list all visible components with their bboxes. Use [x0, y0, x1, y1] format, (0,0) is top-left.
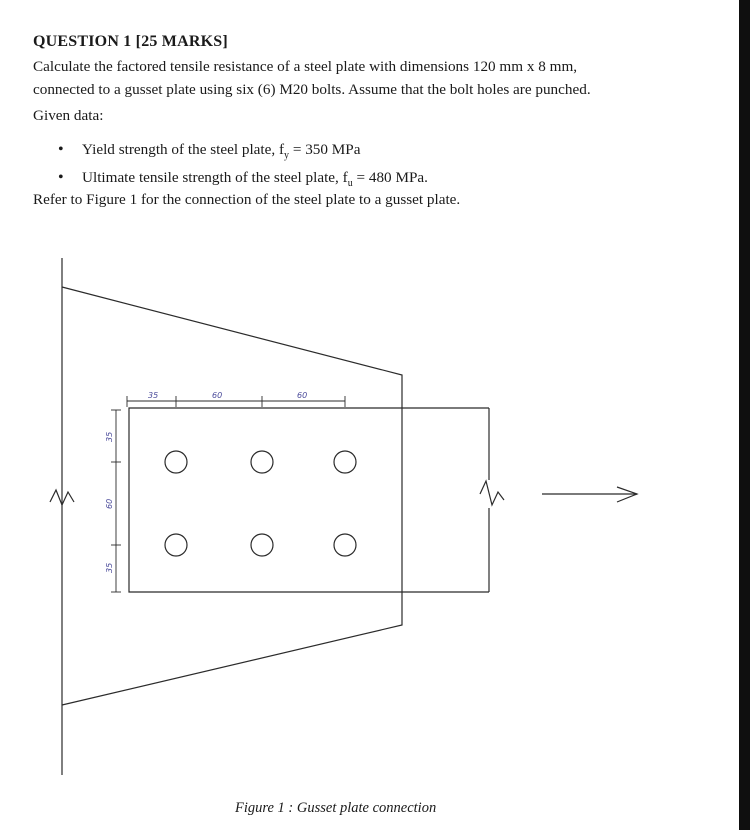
- question-heading: QUESTION 1 [25 MARKS]: [33, 33, 228, 50]
- viewer-edge-bar: [739, 0, 750, 830]
- bolt-hole: [165, 451, 187, 473]
- given-yield-strength: • Yield strength of the steel plate, $f_y = 350$ MPa: [58, 139, 428, 167]
- bolt-hole: [334, 534, 356, 556]
- given-ultimate-strength: • Ultimate tensile strength of the steel plate, $f_u = 480$ MPa.: [58, 167, 428, 195]
- gusset-plate-outline: [62, 287, 402, 705]
- dim-label-h3: 60: [297, 391, 308, 400]
- figure-caption: Figure 1 : Gusset plate connection: [235, 800, 437, 816]
- figure-reference-text: Refer to Figure 1 for the connection of the steel plate to a gusset plate.: [33, 191, 461, 208]
- plate-break-symbol: [480, 481, 504, 505]
- bolt-hole: [251, 534, 273, 556]
- question-body-line-2: connected to a gusset plate using six (6) M20 bolts. Assume that the bolt holes are punched.: [33, 81, 591, 98]
- dim-label-v3: 35: [105, 562, 114, 573]
- dim-label-h1: 35: [148, 391, 159, 400]
- bolt-hole: [251, 451, 273, 473]
- dim-label-v1: 35: [105, 431, 114, 442]
- question-body-line-1: Calculate the factored tensile resistance of a steel plate with dimensions 120 mm x 8 mm,: [33, 58, 578, 75]
- dim-label-h2: 60: [212, 391, 223, 400]
- dim-label-v2: 60: [105, 498, 114, 509]
- steel-plate-outline: [129, 408, 489, 592]
- horizontal-dimension: [127, 396, 345, 407]
- bolt-hole: [165, 534, 187, 556]
- given-data-label: Given data:: [33, 107, 104, 124]
- bolt-hole: [334, 451, 356, 473]
